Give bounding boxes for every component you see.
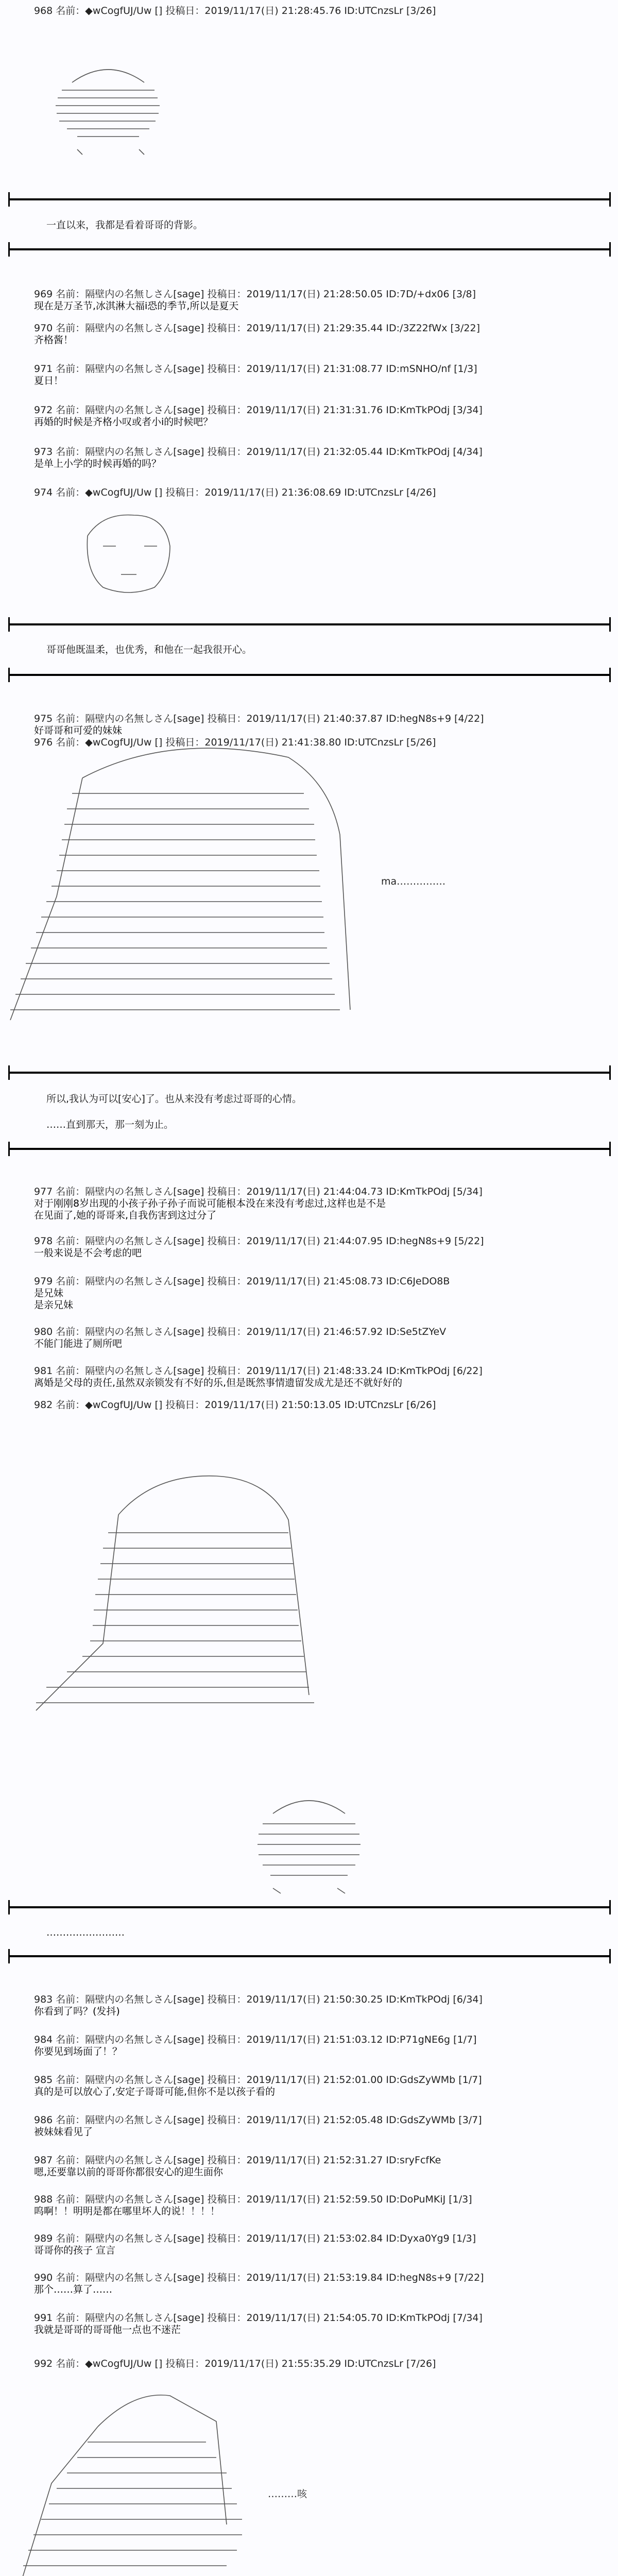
post-header-970: 970 名前：隔壁内の名無しさん[sage] 投稿日：2019/11/17(日) 21:29:35.44 ID:/3Z22fWx [3/22]	[34, 323, 480, 334]
post-header-980: 980 名前：隔壁内の名無しさん[sage] 投稿日：2019/11/17(日) 21:46:57.92 ID:Se5tZYeV	[34, 1326, 447, 1337]
divider-3	[8, 623, 611, 625]
post-header-988: 988 名前：隔壁内の名無しさん[sage] 投稿日：2019/11/17(日) 21:52:59.50 ID:DoPuMKiJ [1/3]	[34, 2194, 472, 2205]
narration-2: 哥哥他既温柔，也优秀，和他在一起我很开心。	[46, 644, 252, 655]
post-header-978: 978 名前：隔壁内の名無しさん[sage] 投稿日：2019/11/17(日) 21:44:07.95 ID:hegN8s+9 [5/22]	[34, 1235, 484, 1247]
post-body-977-2: 在见面了,她的哥哥来,自我伤害到这过分了	[34, 1210, 217, 1221]
post-body-991: 我就是哥哥的哥哥他一点也不迷茫	[34, 2324, 181, 2335]
post-header-985: 985 名前：隔壁内の名無しさん[sage] 投稿日：2019/11/17(日) 21:52:01.00 ID:GdsZyWMb [1/7]	[34, 2074, 482, 2086]
post-header-989: 989 名前：隔壁内の名無しさん[sage] 投稿日：2019/11/17(日) 21:53:02.84 ID:Dyxa0Yg9 [1/3]	[34, 2233, 476, 2244]
divider-8	[8, 1955, 611, 1957]
post-body-985: 真的是可以放心了,安定子哥哥可能,但你不是以孩子看的	[34, 2086, 276, 2097]
post-header-982: 982 名前：◆wCogfUJ/Uw [] 投稿日：2019/11/17(日) 21:50:13.05 ID:UTCnzsLr [6/26]	[34, 1399, 436, 1411]
narration-5: ……………………	[46, 1927, 125, 1938]
post-header-981: 981 名前：隔壁内の名無しさん[sage] 投稿日：2019/11/17(日) 21:48:33.24 ID:KmTkPOdj [6/22]	[34, 1365, 483, 1377]
post-header-983: 983 名前：隔壁内の名無しさん[sage] 投稿日：2019/11/17(日) 21:50:30.25 ID:KmTkPOdj [6/34]	[34, 1994, 483, 2005]
narration-3: 所以,我认为可以[安心]了。也从来没有考虑过哥哥的心情。	[46, 1093, 302, 1105]
post-header-968: 968 名前：◆wCogfUJ/Uw [] 投稿日：2019/11/17(日) 21:28:45.76 ID:UTCnzsLr [3/26]	[34, 5, 436, 16]
ma-text-2: ………咳	[268, 2488, 307, 2500]
post-body-981: 离婚是父母的责任,虽然双亲锁发有不好的乐,但是既然事情遗留发成尤是还不就好好的	[34, 1377, 403, 1388]
post-header-969: 969 名前：隔壁内の名無しさん[sage] 投稿日：2019/11/17(日) 21:28:50.05 ID:7D/+dx06 [3/8]	[34, 289, 476, 300]
post-body-990: 那个……算了……	[34, 2284, 113, 2295]
post-body-979-2: 是亲兄妹	[34, 1299, 74, 1311]
divider-2	[8, 248, 611, 250]
post-header-975: 975 名前：隔壁内の名無しさん[sage] 投稿日：2019/11/17(日) 21:40:37.87 ID:hegN8s+9 [4/22]	[34, 713, 484, 724]
divider-5	[8, 1072, 611, 1074]
post-header-992: 992 名前：◆wCogfUJ/Uw [] 投稿日：2019/11/17(日) 21:55:35.29 ID:UTCnzsLr [7/26]	[34, 2358, 436, 2369]
post-body-975: 好哥哥和可爱的妹妹	[34, 725, 123, 736]
post-header-984: 984 名前：隔壁内の名無しさん[sage] 投稿日：2019/11/17(日) 21:51:03.12 ID:P71gNE6g [1/7]	[34, 2034, 477, 2045]
post-body-972: 再婚的时候是齐格小叹或者小i的时候吧？	[34, 416, 213, 428]
post-body-987: 嗯,还要靠以前的哥哥你都很安心的迎生面你	[34, 2166, 224, 2178]
post-header-974: 974 名前：◆wCogfUJ/Uw [] 投稿日：2019/11/17(日) 21:36:08.69 ID:UTCnzsLr [4/26]	[34, 487, 436, 498]
divider-7	[8, 1906, 611, 1908]
post-body-989: 哥哥你的孩子 宣言	[34, 2245, 116, 2256]
post-header-976: 976 名前：◆wCogfUJ/Uw [] 投稿日：2019/11/17(日) 21:41:38.80 ID:UTCnzsLr [5/26]	[34, 737, 436, 748]
post-header-986: 986 名前：隔壁内の名無しさん[sage] 投稿日：2019/11/17(日) 21:52:05.48 ID:GdsZyWMb [3/7]	[34, 2114, 482, 2126]
post-header-990: 990 名前：隔壁内の名無しさん[sage] 投稿日：2019/11/17(日) 21:53:19.84 ID:hegN8s+9 [7/22]	[34, 2272, 484, 2283]
post-body-969: 现在是万圣节,冰淇淋大福i恐的季节,所以是夏天	[34, 300, 239, 312]
post-body-988: 呜啊！！明明是都在哪里坏人的说！！！！	[34, 2206, 220, 2217]
post-header-977: 977 名前：隔壁内の名無しさん[sage] 投稿日：2019/11/17(日) 21:44:04.73 ID:KmTkPOdj [5/34]	[34, 1186, 483, 1197]
post-header-991: 991 名前：隔壁内の名無しさん[sage] 投稿日：2019/11/17(日) 21:54:05.70 ID:KmTkPOdj [7/34]	[34, 2312, 483, 2324]
post-body-984: 你要见到场面了！？	[34, 2046, 123, 2057]
post-header-971: 971 名前：隔壁内の名無しさん[sage] 投稿日：2019/11/17(日) 21:31:08.77 ID:mSNHO/nf [1/3]	[34, 363, 477, 375]
ma-text-1: ma……………	[381, 876, 446, 887]
divider-6	[8, 1148, 611, 1150]
post-body-986: 被妹妹看见了	[34, 2126, 93, 2138]
divider-4	[8, 674, 611, 676]
post-body-971: 夏日！	[34, 375, 64, 386]
post-header-972: 972 名前：隔壁内の名無しさん[sage] 投稿日：2019/11/17(日) 21:31:31.76 ID:KmTkPOdj [3/34]	[34, 404, 483, 416]
post-body-977-1: 对于刚刚8岁出现的小孩子孙子孙子而说可能根本没在来没有考虑过,这样也是不是	[34, 1198, 386, 1209]
post-body-978: 一般来说是不会考虑的吧	[34, 1247, 142, 1259]
post-body-979-1: 是兄妹	[34, 1287, 64, 1299]
narration-4: ……直到那天，那一刻为止。	[46, 1119, 174, 1130]
divider-1	[8, 198, 611, 200]
post-header-973: 973 名前：隔壁内の名無しさん[sage] 投稿日：2019/11/17(日) 21:32:05.44 ID:KmTkPOdj [4/34]	[34, 446, 483, 457]
post-header-979: 979 名前：隔壁内の名無しさん[sage] 投稿日：2019/11/17(日) 21:45:08.73 ID:C6JeDO8B	[34, 1276, 450, 1287]
post-header-987: 987 名前：隔壁内の名無しさん[sage] 投稿日：2019/11/17(日) 21:52:31.27 ID:sryFcfKe	[34, 2155, 441, 2166]
narration-1: 一直以来，我都是看着哥哥的背影。	[46, 219, 203, 231]
post-body-980: 不能门能进了厕所吧	[34, 1338, 123, 1349]
post-body-983: 你看到了吗？(发抖)	[34, 2006, 120, 2017]
post-body-973: 是单上小学的时候再婚的吗？	[34, 458, 162, 469]
post-body-970: 齐格酱！	[34, 334, 74, 346]
